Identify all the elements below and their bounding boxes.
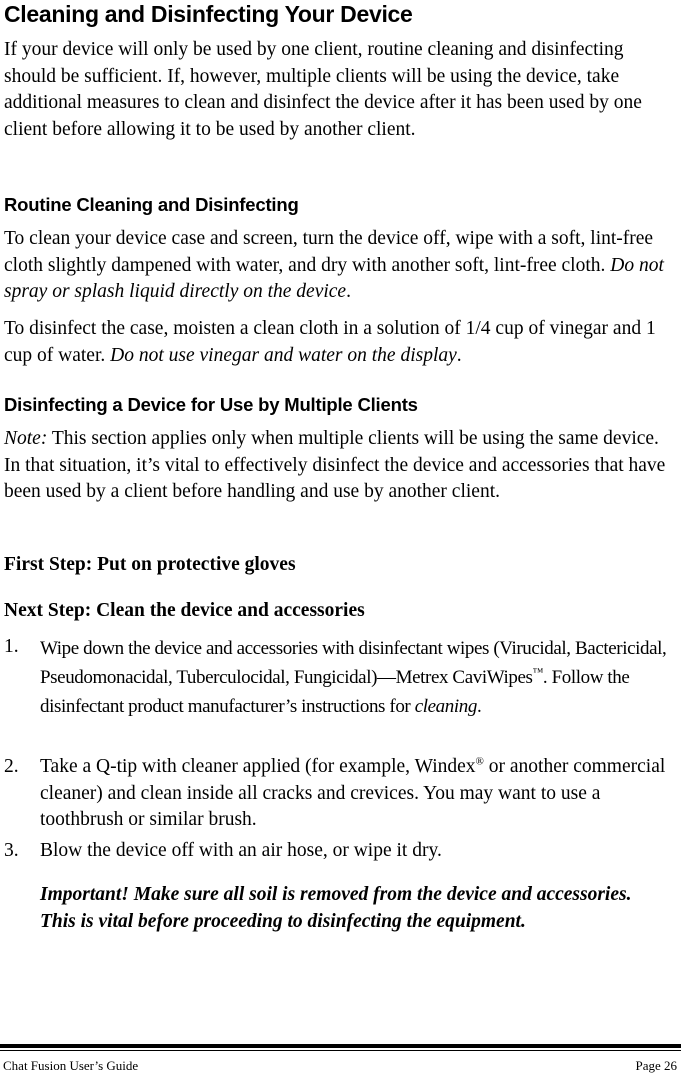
step-1-text: Wipe down the device and accessories with disinfectant wipes (Virucidal, Bactericidal, Pseudomonacidal, Tuberculocidal, Fungicidal)—Metrex CaviWipes <box>40 638 667 688</box>
first-step-heading: First Step: Put on protective gloves <box>4 554 296 575</box>
registered-mark: ® <box>475 755 484 768</box>
list-item <box>4 754 680 834</box>
list-number: 3. <box>4 840 19 861</box>
footer-rule-thin <box>0 1050 681 1051</box>
routine-clean-end: . <box>346 281 351 302</box>
list-item <box>4 838 680 866</box>
important-notice: Important! Make sure all soil is removed from the device and accessories. This is vital before proceeding to disinfecting the equipment. <box>40 884 632 932</box>
trademark-mark: ™ <box>532 666 543 679</box>
routine-heading: Routine Cleaning and Disinfecting <box>4 194 299 215</box>
list-text <box>40 754 680 834</box>
footer-rule-thick <box>0 1044 681 1048</box>
routine-clean-warning: Do not spray or splash liquid directly on the device <box>4 254 664 302</box>
intro-paragraph: If your device will only be used by one client, routine cleaning and disinfecting should be sufficient. If, however, multiple clients will be using the device, take additional measures to clean and disinfect the device after it has been used by one client before allowing it to be used by another client. <box>4 39 642 140</box>
next-step-heading: Next Step: Clean the device and accessories <box>4 600 365 621</box>
list-number: 2. <box>4 756 19 777</box>
note-text: This section applies only when multiple clients will be using the same device. In that situation, it’s vital to effectively disinfect the device and accessories that have been used by a client before handling and use by another client. <box>4 428 666 502</box>
routine-disinfect-text: To disinfect the case, moisten a clean cloth in a solution of 1/4 cup of vinegar and 1 cup of water. <box>4 318 656 366</box>
footer-guide-title: Chat Fusion User’s Guide <box>3 1058 139 1073</box>
multiple-clients-heading: Disinfecting a Device for Use by Multiple Clients <box>4 394 418 415</box>
list-item <box>4 634 680 752</box>
page-title: Cleaning and Disinfecting Your Device <box>4 1 413 27</box>
note-label: Note: <box>4 428 48 449</box>
routine-paragraph-disinfect <box>4 316 680 369</box>
routine-paragraph-clean <box>4 226 680 306</box>
footer-page-number: Page 26 <box>635 1058 677 1073</box>
step-1-end: . <box>476 696 482 717</box>
list-text: Blow the device off with an air hose, or wipe it dry. <box>40 840 442 861</box>
routine-disinfect-warning: Do not use vinegar and water on the display <box>110 344 457 366</box>
list-number: 1. <box>4 636 19 657</box>
step-2-text: Take a Q-tip with cleaner applied (for example, Windex <box>40 756 476 777</box>
routine-disinfect-end: . <box>456 344 462 366</box>
step-1-emphasis: cleaning <box>414 696 477 717</box>
note-paragraph <box>4 426 680 506</box>
step-2-text-cont: or another commercial cleaner) and clean inside all cracks and crevices. You may want to use a toothbrush or similar brush. <box>40 756 666 830</box>
routine-clean-text: To clean your device case and screen, turn the device off, wipe with a soft, lint-free cloth slightly dampened with water, and dry with another soft, lint-free cloth. <box>4 228 654 276</box>
list-text <box>40 634 680 721</box>
step-1-text-cont: . Follow the disinfectant product manufacturer’s instructions for <box>40 667 630 717</box>
